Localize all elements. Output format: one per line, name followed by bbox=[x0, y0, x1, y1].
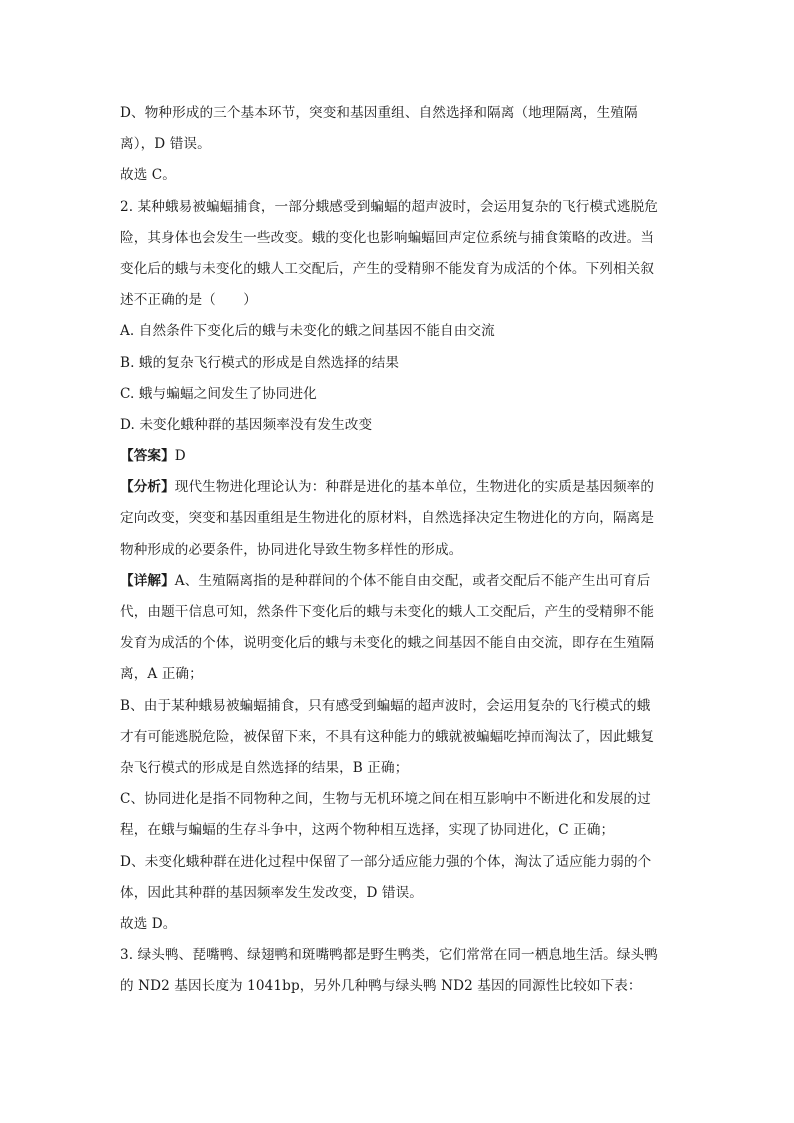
text-line bbox=[120, 503, 680, 534]
line-text: 物种形成的必要条件，协同进化导致生物多样性的形成。 bbox=[120, 541, 463, 558]
line-text: 杂飞行模式的形成是自然选择的结果，B 正确； bbox=[120, 759, 409, 776]
text-line bbox=[120, 160, 680, 191]
text-line bbox=[120, 223, 680, 254]
line-text: D. 未变化蛾种群的基因频率没有发生改变 bbox=[120, 416, 373, 433]
line-text: 3. 绿头鸭、琵嘴鸭、绿翅鸭和斑嘴鸭都是野生鸭类，它们常常在同一栖息地生活。绿头鸭 bbox=[120, 947, 658, 964]
line-text: C. 蛾与蝙蝠之间发生了协同进化 bbox=[120, 385, 317, 402]
text-line bbox=[120, 535, 680, 566]
line-text: D、未变化蛾种群在进化过程中保留了一部分适应能力强的个体，淘汰了适应能力弱的个 bbox=[120, 853, 652, 870]
text-line bbox=[120, 878, 680, 909]
line-text: 代，由题干信息可知，然条件下变化后的蛾与未变化的蛾人工交配后，产生的受精卵不能 bbox=[120, 604, 655, 620]
line-text: D、物种形成的三个基本环节，突变和基因重组、自然选择和隔离（地理隔离，生殖隔 bbox=[120, 105, 638, 121]
text-line bbox=[120, 909, 680, 940]
line-text: 的 ND2 基因长度为 1041bp，另外几种鸭与绿头鸭 ND2 基因的同源性比较如下表： bbox=[120, 978, 642, 995]
line-text: 离，A 正确； bbox=[120, 666, 203, 683]
line-text: 变化后的蛾与未变化的蛾人工交配后，产生的受精卵不能发育为成活的个体。下列相关叙 bbox=[120, 260, 655, 277]
line-text: 述不正确的是（ ） bbox=[120, 292, 257, 309]
line-text: 发育为成活的个体，说明变化后的蛾与未变化的蛾之间基因不能自由交流，即存在生殖隔 bbox=[120, 635, 655, 652]
text-line bbox=[120, 348, 680, 379]
text-line bbox=[120, 441, 680, 472]
line-text: 现代生物进化理论认为：种群是进化的基本单位，生物进化的实质是基因频率的 bbox=[174, 479, 655, 496]
text-line bbox=[120, 722, 680, 753]
text-line bbox=[120, 597, 680, 628]
line-text: 险，其身体也会发生一些改变。蛾的变化也影响蝙蝠回声定位系统与捕食策略的改进。当 bbox=[120, 229, 655, 246]
line-text: 程，在蛾与蝙蝠的生存斗争中，这两个物种相互选择，实现了协同进化，C 正确； bbox=[120, 822, 615, 839]
line-text: A. 自然条件下变化后的蛾与未变化的蛾之间基因不能自由交流 bbox=[120, 323, 495, 340]
text-line bbox=[120, 254, 680, 285]
section-tag: 【答案】 bbox=[120, 448, 175, 465]
text-line bbox=[120, 784, 680, 815]
line-text: A、生殖隔离指的是种群间的个体不能自由交配，或者交配后不能产生出可育后 bbox=[174, 572, 651, 589]
line-text: 故选 D。 bbox=[120, 915, 177, 932]
section-tag: 【分析】 bbox=[120, 479, 175, 496]
line-text: D bbox=[174, 448, 186, 465]
text-line bbox=[120, 98, 680, 129]
text-line bbox=[120, 628, 680, 659]
line-text: 定向改变，突变和基因重组是生物进化的原材料，自然选择决定生物进化的方向，隔离是 bbox=[120, 510, 655, 527]
line-text: B. 蛾的复杂飞行模式的形成是自然选择的结果 bbox=[120, 354, 400, 371]
line-text: 故选 C。 bbox=[120, 167, 177, 184]
text-line bbox=[120, 192, 680, 223]
text-line bbox=[120, 316, 680, 347]
text-line bbox=[120, 472, 680, 503]
text-line bbox=[120, 379, 680, 410]
section-tag: 【详解】 bbox=[120, 572, 175, 589]
text-line bbox=[120, 659, 680, 690]
line-text: B、由于某种蛾易被蝙蝠捕食，只有感受到蝙蝠的超声波时，会运用复杂的飞行模式的蛾 bbox=[120, 697, 651, 714]
text-line bbox=[120, 971, 680, 1002]
text-line bbox=[120, 285, 680, 316]
line-text: 才有可能逃脱危险，被保留下来，不具有这种能力的蛾就被蝙蝠吃掉而淘汰了，因此蛾复 bbox=[120, 728, 655, 745]
text-line bbox=[120, 410, 680, 441]
document-page bbox=[120, 98, 680, 1002]
line-text: C、协同进化是指不同物种之间，生物与无机环境之间在相互影响中不断进化和发展的过 bbox=[120, 791, 651, 808]
text-line bbox=[120, 940, 680, 971]
text-line bbox=[120, 129, 680, 160]
text-line bbox=[120, 815, 680, 846]
text-line bbox=[120, 753, 680, 784]
line-text: 离），D 错误。 bbox=[120, 136, 211, 153]
text-line bbox=[120, 566, 680, 597]
line-text: 体，因此其种群的基因频率发生发改变，D 错误。 bbox=[120, 884, 423, 901]
line-text: 2. 某种蛾易被蝙蝠捕食，一部分蛾感受到蝙蝠的超声波时，会运用复杂的飞行模式逃脱危 bbox=[120, 198, 658, 215]
text-line bbox=[120, 847, 680, 878]
text-line bbox=[120, 691, 680, 722]
